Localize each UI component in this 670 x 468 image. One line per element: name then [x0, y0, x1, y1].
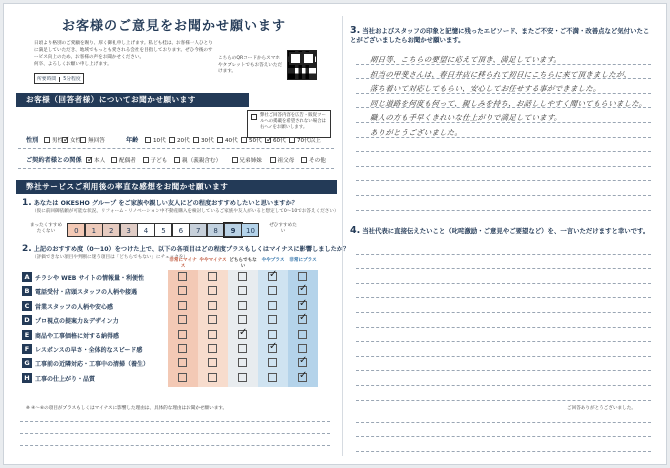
checkbox[interactable] — [217, 137, 223, 143]
rating-checkbox[interactable] — [268, 344, 277, 353]
q1-text: あなたは OKESHO グループ をご家族や親しい友人にどの程度おすすめしたいと思いますか？ — [33, 200, 298, 207]
question-3 — [350, 26, 655, 45]
rating-checkbox[interactable] — [208, 272, 217, 281]
qr-caption: こちらのQRコードからスマホやタブレットでもお答えいただけます。 — [218, 56, 283, 74]
q2-text: 上記のおすすめ度（0～10）をつけた上で、以下の各項目はどの程度プラスもしくはマイナスに影響しましたか？ — [33, 246, 350, 253]
q4-number: 4. — [350, 225, 361, 236]
rating-checkbox[interactable] — [238, 358, 247, 367]
rating-checkbox[interactable] — [178, 315, 187, 324]
divider — [18, 168, 334, 169]
scale-cell[interactable]: 4 — [137, 223, 155, 237]
gender-option[interactable] — [62, 136, 81, 144]
age-option[interactable] — [193, 136, 214, 144]
rating-checkbox[interactable] — [238, 286, 247, 295]
rating-checkbox[interactable] — [298, 272, 307, 281]
rating-checkbox[interactable] — [298, 286, 307, 295]
age-option[interactable] — [145, 136, 166, 144]
rating-checkbox[interactable] — [178, 344, 187, 353]
scale-cell[interactable]: 1 — [85, 223, 103, 237]
item-label: レスポンスの早さ・全体的なスピード感 — [35, 347, 143, 354]
age-option[interactable] — [265, 136, 286, 144]
item-label: 営業スタッフの人柄や安心感 — [35, 303, 114, 311]
rating-checkbox[interactable] — [268, 301, 277, 310]
rating-checkbox[interactable] — [268, 272, 277, 281]
age-option-label: 60代 — [273, 138, 286, 144]
recommend-scale — [68, 223, 259, 237]
age-option-label: 20代 — [177, 138, 190, 144]
page-title: お客様のご意見をお聞かせ願います — [62, 19, 287, 34]
rating-checkbox[interactable] — [268, 286, 277, 295]
rating-checkbox[interactable] — [208, 358, 217, 367]
relation-label: ご契約者様との関係 — [26, 157, 82, 164]
qr-code-icon[interactable] — [287, 50, 317, 80]
scale-cell[interactable]: 9 — [224, 223, 242, 237]
item-label: 工事の仕上がり・品質 — [35, 375, 96, 383]
age-option-label: 70代以上 — [297, 138, 321, 144]
intro-text — [34, 40, 214, 68]
scale-cell[interactable]: 10 — [241, 223, 259, 237]
rating-checkbox[interactable] — [298, 358, 307, 367]
rating-checkbox[interactable] — [238, 344, 247, 353]
age-option-label: 30代 — [201, 138, 214, 144]
scale-high-label: ぜひすすめたい — [269, 223, 297, 234]
q3-number: 3. — [350, 25, 361, 36]
divider — [18, 148, 334, 149]
relation-option-label: その他 — [309, 158, 326, 164]
rating-checkbox[interactable] — [298, 373, 307, 382]
scale-cell[interactable]: 3 — [120, 223, 138, 237]
relation-option-label: 配偶者 — [119, 158, 136, 164]
age-option[interactable] — [289, 136, 321, 144]
relation-option[interactable] — [301, 156, 326, 164]
rating-checkbox[interactable] — [208, 373, 217, 382]
matrix-row — [22, 330, 334, 341]
scale-low-label: まったくすすめたくない — [29, 223, 63, 234]
relation-option-label: 親（義親含む） — [182, 158, 222, 164]
checkbox[interactable] — [143, 157, 149, 163]
column-header: 非常にマイナス — [169, 258, 197, 269]
scale-cell[interactable]: 0 — [67, 223, 85, 237]
rating-checkbox[interactable] — [178, 272, 187, 281]
scale-cell[interactable]: 8 — [207, 223, 225, 237]
age-option[interactable] — [241, 136, 262, 144]
relation-option[interactable] — [86, 156, 105, 164]
q4-text: 当社代表に直接伝えたいこと（叱咤激励・ご意見やご要望など）を、一言いただけますと幸いです。 — [362, 227, 650, 235]
age-option-label: 10代 — [153, 138, 166, 144]
rating-checkbox[interactable] — [298, 315, 307, 324]
rating-checkbox[interactable] — [178, 330, 187, 339]
checkbox[interactable] — [62, 137, 68, 143]
q3-text: 当社およびスタッフの印象と記憶に残ったエピソード、またご不安・ご不満・改善点など気付いたことがございましたらお聞かせ願います。 — [350, 27, 650, 44]
matrix-row — [22, 315, 334, 326]
section2-bar: 弊社サービスご利用後の率直な感想をお聞かせ願います — [16, 180, 337, 194]
time-value: 5分程度 — [63, 77, 81, 82]
age-option[interactable] — [169, 136, 190, 144]
relation-option[interactable] — [174, 156, 221, 164]
relation-option-label: 本人 — [94, 158, 106, 164]
survey-sheet — [3, 3, 667, 465]
item-letter: C — [22, 301, 32, 311]
rating-checkbox[interactable] — [238, 330, 247, 339]
intro-closing: 何卒、よろしくお願い申し上げます。 — [34, 62, 112, 67]
item-label: 工事前の近隣対応・工事中の清掃（養生） — [35, 361, 150, 369]
checkbox[interactable] — [44, 137, 50, 143]
age-option[interactable] — [217, 136, 238, 144]
footnote: ※ ④～⑥の項目がプラスもしくはマイナスに影響した理由は、具体的な理由はお聞かせ願います。 — [26, 406, 228, 411]
checkbox[interactable] — [174, 157, 180, 163]
item-letter: A — [22, 272, 32, 282]
q2-number: 2. — [22, 244, 32, 254]
checkbox[interactable] — [301, 157, 307, 163]
rating-checkbox[interactable] — [268, 330, 277, 339]
item-letter: E — [22, 330, 32, 340]
ad-optout-checkbox[interactable] — [251, 114, 257, 120]
item-label: チラシや WEB サイトの情報量・利便性 — [35, 275, 145, 282]
item-letter: B — [22, 286, 32, 296]
handwritten-line: 担当の甲斐さんは、春日井店に移られて初日にこちらに来て頂きましたが、 — [369, 69, 632, 79]
section1-bar: お客様（回答者様）についてお聞かせ願います — [16, 93, 249, 107]
checkbox[interactable] — [169, 137, 175, 143]
relation-option-label: 祖父母 — [277, 158, 295, 164]
checkbox[interactable] — [145, 137, 151, 143]
gender-label: 性別 — [26, 137, 39, 144]
checkbox[interactable] — [241, 137, 247, 143]
gender-option-label: 男性 — [52, 138, 64, 144]
rating-checkbox[interactable] — [268, 315, 277, 324]
matrix-row — [22, 286, 334, 297]
item-label: 商品や工事価格に対する納得感 — [35, 332, 120, 340]
time-label: 所要時間 — [37, 77, 60, 82]
column-header: どちらでもない — [229, 258, 257, 269]
column-divider — [342, 16, 343, 456]
item-letter: G — [22, 358, 32, 368]
handwritten-line: 落ち着いて対応してもらい、安心してお任せする事ができました。 — [369, 84, 602, 94]
rating-checkbox[interactable] — [298, 330, 307, 339]
bottom-lines — [356, 408, 651, 452]
age-label: 年齢 — [126, 137, 139, 144]
item-letter: H — [22, 373, 32, 383]
item-label: プロ視点の提案力＆デザイン力 — [35, 318, 119, 326]
rating-checkbox[interactable] — [178, 286, 187, 295]
matrix-row — [22, 344, 334, 355]
column-header: ややマイナス — [199, 258, 227, 263]
handwritten-line: 同じ道路を何度も何って、親しみを持ち、お話ししやすく聞いてもらいました。 — [369, 98, 648, 108]
q4-answer-lines[interactable] — [356, 240, 651, 401]
rating-checkbox[interactable] — [208, 301, 217, 310]
rating-checkbox[interactable] — [238, 315, 247, 324]
scale-cell[interactable]: 6 — [172, 223, 190, 237]
column-header: ややプラス — [261, 258, 285, 263]
handwritten-line: 職人の方も手早くきれいな仕上がりで満足しています。 — [369, 113, 563, 123]
ad-optout-note — [247, 110, 331, 138]
rating-checkbox[interactable] — [238, 301, 247, 310]
matrix-row — [22, 272, 334, 283]
checkbox[interactable] — [289, 137, 295, 143]
time-tag — [34, 73, 84, 84]
rating-checkbox[interactable] — [208, 286, 217, 295]
checkbox[interactable] — [111, 157, 117, 163]
rating-checkbox[interactable] — [298, 301, 307, 310]
gender-option-label: 女性 — [70, 138, 82, 144]
scale-cell[interactable]: 2 — [102, 223, 120, 237]
matrix-row — [22, 358, 334, 369]
scale-cell[interactable]: 5 — [154, 223, 172, 237]
rating-checkbox[interactable] — [238, 373, 247, 382]
scale-cell[interactable]: 7 — [189, 223, 207, 237]
question-4 — [350, 226, 655, 236]
q2-note: （評価できない項目や判断に迷う項目は「どちらでもない」にチェックを） — [32, 255, 189, 260]
age-option-label: 50代 — [249, 138, 262, 144]
checkbox[interactable] — [80, 137, 86, 143]
relation-option[interactable] — [232, 156, 262, 164]
rating-checkbox[interactable] — [178, 373, 187, 382]
rating-checkbox[interactable] — [268, 373, 277, 382]
rating-checkbox[interactable] — [268, 358, 277, 367]
matrix-row — [22, 301, 334, 312]
relation-option[interactable] — [270, 156, 295, 164]
q1-number: 1. — [22, 198, 32, 208]
thanks-note: ご回答ありがとうございました。 — [567, 406, 636, 411]
rating-checkbox[interactable] — [208, 330, 217, 339]
handwritten-line: 期日等、こちらの要望に応えて頂き、満足しています。 — [369, 55, 562, 64]
item-label: 電話受付・店頭スタッフの人柄や接遇 — [35, 289, 138, 297]
ad-optout-text: 弊社ご回答内容を広告・販促ツールへの掲載を希望されない場合は右へ✓をお願いします。 — [260, 113, 326, 130]
rating-checkbox[interactable] — [298, 344, 307, 353]
age-option-label: 40代 — [225, 138, 238, 144]
handwritten-line: ありがとうございました。 — [369, 128, 463, 137]
rating-checkbox[interactable] — [238, 272, 247, 281]
rating-checkbox[interactable] — [178, 301, 187, 310]
relation-option-label: 兄弟姉妹 — [239, 158, 262, 164]
rating-checkbox[interactable] — [178, 358, 187, 367]
gender-option[interactable] — [44, 136, 63, 144]
matrix-row — [22, 373, 334, 384]
intro-paragraph: 日頃より格別のご愛顧を賜り、厚く御礼申し上げます。私ども桂は、お客様一人ひとりに満足していただき、地域でもっとも愛される会社を目指しております。ぜひ今後のサービス向上のため、お客様の声をお聞かせください。 — [34, 41, 213, 60]
item-letter: D — [22, 315, 32, 325]
column-header: 非常にプラス — [289, 258, 317, 263]
question-1 — [22, 198, 339, 214]
gender-option[interactable] — [80, 136, 105, 144]
item-letter: F — [22, 344, 32, 354]
rating-checkbox[interactable] — [208, 344, 217, 353]
checkbox[interactable] — [86, 157, 92, 163]
relation-option-label: 子ども — [150, 158, 168, 164]
comment-lines-left[interactable] — [20, 410, 330, 446]
gender-option-label: 無回答 — [88, 138, 105, 144]
checkbox[interactable] — [270, 157, 276, 163]
checkbox[interactable] — [193, 137, 199, 143]
rating-checkbox[interactable] — [208, 315, 217, 324]
q1-note: （仮に前回御依頼が可能な状況、リフォーム・リノベーション中不動産購入を検討しているご家族や友人がいると想定して0～10でお答えください） — [32, 209, 339, 214]
checkbox[interactable] — [232, 157, 238, 163]
relation-option[interactable] — [143, 156, 168, 164]
relation-option[interactable] — [111, 156, 136, 164]
checkbox[interactable] — [265, 137, 271, 143]
